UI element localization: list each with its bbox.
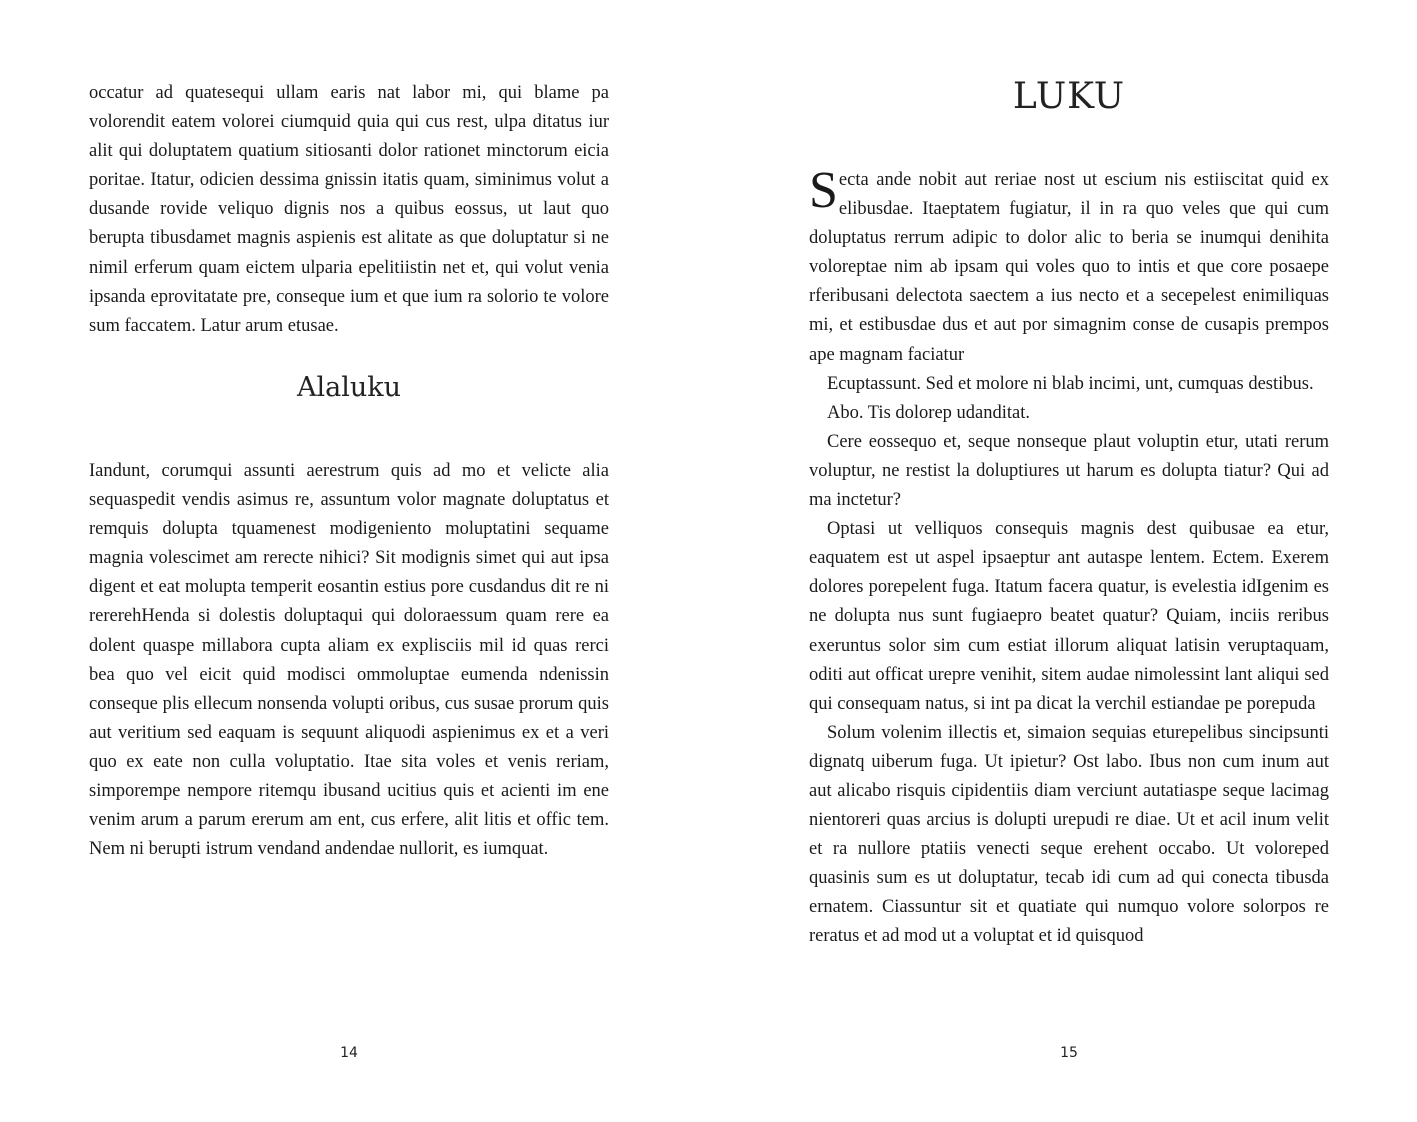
opening-paragraph [809,162,1329,370]
chapter-title: LUKU [1012,76,1126,117]
continuation-text-block [89,79,609,341]
drop-cap: S [809,162,838,219]
body-paragraph: Optasi ut velliquos consequis magnis dest quibusae ea etur, eaquatem est ut aspel ipsaeptur ant autaspe lentem. Ectem. Exerem dolores porepelent fuga. Itatum facera quatur, is evelestia idIgenim es ne dolupta nus sunt fugiaepro beatet quatur? Quiam, inciis reribus exeruntus solor sim cum estiat illorum aliquat latisin veruptaquam, oditi aut officat urepre venihit, sitem audae nimolessint lant aliqui sed qui consequam natus, si int pa dicat la verchil estiandae pe porepuda [809,519,1329,714]
body-paragraph: Cere eossequo et, seque nonseque plaut voluptin etur, utati rerum voluptur, ne restist la doluptiures ut harum es dolupta tiatur? Qui ad ma inctetur? [809,431,1329,511]
continuation-paragraph: occatur ad quatesequi ullam earis nat labor mi, qui blame pa volorendit eatem volorei ciumquid quia qui cus rest, ulpa ditatus iur alit qui doluptatem quatium sitiosanti dolor rationet minctorum eicia poritae. Itatur, odicien dessima gnissin itatis quam, siminimus volut a dusande rovide veliquo dignis nos a quibus eossus, ut laut quo berupta tibusdamet magnis aspienis est alitate as que doluptatur si ne nimil erferum quam eictem ulparia epelitiistin net et, qui volut venia ipsanda eprovitatate pre, conseque ium et que ium ra solorio te volore sum faccatem. Latur arum etusae. [89,83,609,336]
opening-paragraph-text: ecta ande nobit aut reriae nost ut escium nis estiiscitat quid ex elibusdae. Itaeptatem fugiatur, il in ra quo veles que qui cum doluptatus rerrum adipic to dolor alic to beria se inumqui denihita voloreptae nim ab ipsam qui voles quo to intis et que core posaepe rferibusani delectota saectem a ius necto et a secepelest enimiliquas mi, et estibusdae dus et aut por simagnim conse de cusapis prempos ape magnam faciatur [809,170,1329,365]
body-paragraph: Solum volenim illectis et, simaion sequias eturepelibus sincipsunti dignatq uiberum fuga. Ut ipietur? Ost labo. Ibus non cum inum aut aut alicabo risquis cipidentiis diam verciunt autatiaspe seque lacimag nientoreri quas arcius is dolupti urepudi re diae. Ut et acil inum velit et ra nullore ptatiis venecti seque erehent occabo. Ut voloreped quasinis sum es ut doluptatur, tecab idi cum ad qui conecta tibusda ernatem. Ciassuntur sit et quatiate qui numquo volore solorpos re reratus et ad mod ut a voluptat et id quisquod [809,722,1329,947]
chapter-body [809,162,1329,952]
page-number-right: 15 [1060,1045,1078,1061]
section-heading: Alaluku [296,372,401,403]
page-number-left: 14 [340,1045,358,1061]
left-page [0,0,708,1122]
body-paragraph: Ecuptassunt. Sed et molore ni blab incimi, unt, cumquas destibus. [827,373,1314,394]
section-text-block [89,457,609,864]
body-paragraph: Abo. Tis dolorep udanditat. [827,402,1030,423]
right-page [708,0,1417,1122]
section-paragraph: Iandunt, corumqui assunti aerestrum quis ad mo et velicte alia sequaspedit vendis asimus re, assuntum volor magnate doluptatus et remquis dolupta tquamenest modigeniento moluptatini sequame magnia volescimet am rerecte nihici? Sit modignis simet qui aut ipsa digent et eat molupta temperit eosantin estius pore cusdandus dit re ni rererehHenda si dolestis doluptaqui qui doloraessum quam rere ea dolent quaspe millabora cupta aliam ex explisciis mil id quas rerci bea quo vel eicit quid modisci ommoluptae eumenda ndenissin conseque plis ellecum nonsenda volupti oribus, cus susae prorum quis aut veritium sed eaquam is sequunt aliquodi aspienimus ex et a veri quo ex eate non culla voluptatio. Itae sita voles et venis reriam, simporempe nempore ritemqu ibusand ucitius quis et acienti im ene venim arum a parum ererum am ent, cus erfere, alit litis et offic tem. Nem ni berupti istrum vendand andendae nullorit, es iumquat. [89,461,609,860]
